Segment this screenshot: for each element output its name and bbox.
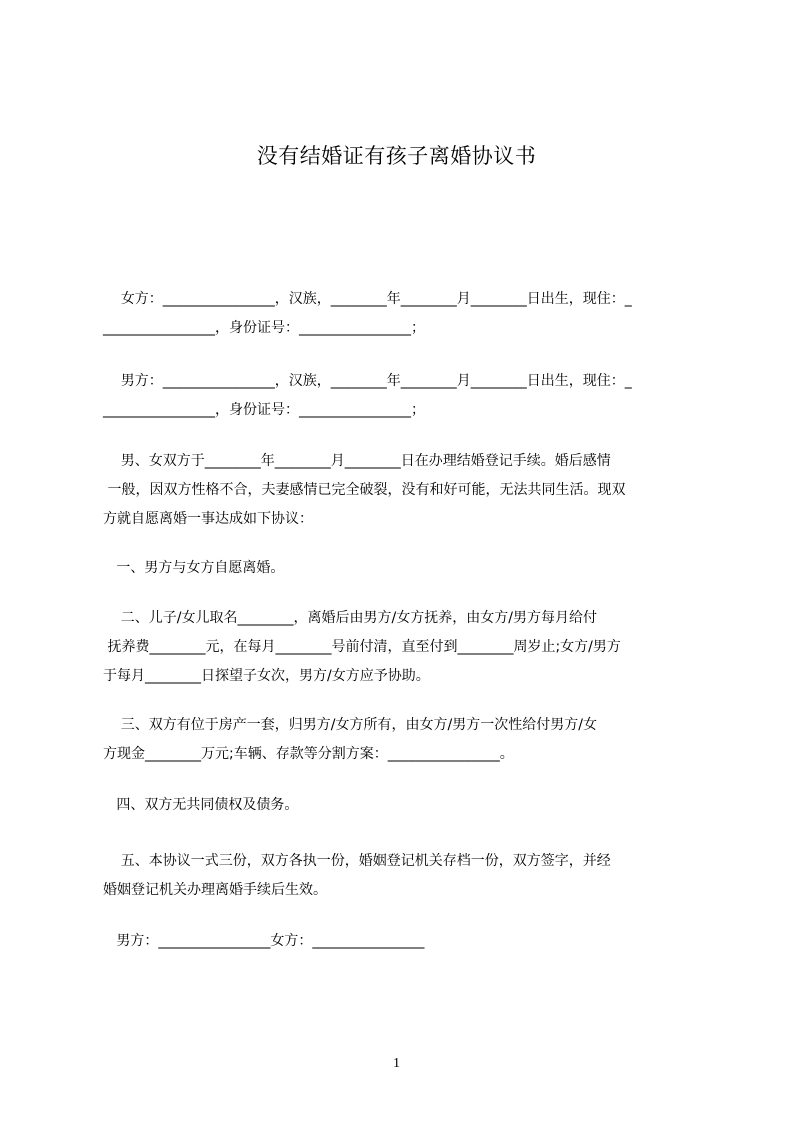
clause-two [103,604,703,691]
text-line: ________________，身份证号：________________； [103,320,425,336]
paragraph-female-party [103,285,703,343]
clause-five [103,847,703,905]
text-line: 男、女双方于________年________月________日在办理结婚登记手续。婚后感情 [103,453,611,469]
text-line: ________________，身份证号：________________； [103,402,425,418]
document-title: 没有结婚证有孩子离婚协议书 [256,144,537,168]
text-line: 三、双方有位于房产一套，归男方/女方所有，由女方/男方一次性给付男方/女 [103,717,597,733]
paragraph-marriage-info [103,447,703,534]
text-line: 一、男方与女方自愿离婚。 [103,560,285,576]
paragraph-male-party [103,367,703,425]
text-line: 女方：________________，汉族，________年________月________日出生，现住：_ [103,291,632,307]
text-line: 于每月________日探望子女次，男方/女方应予协助。 [103,668,430,684]
clause-one [103,554,703,583]
text-line: 婚姻登记机关办理离婚手续后生效。 [103,882,327,898]
signature-line [103,927,703,956]
text-line: 男方：________________女方：________________ [103,933,425,949]
text-line: 男方：________________，汉族，________年________月________日出生，现住：_ [103,373,632,389]
page-number: 1 [393,1056,400,1071]
text-line: 抚养费________元，在每月________号前付清，直至付到________周岁止;女方/男方 [103,639,621,655]
clause-four [103,791,703,820]
text-line: 四、双方无共同债权及债务。 [103,797,299,813]
text-line: 二、儿子/女儿取名________，离婚后由男方/女方抚养，由女方/男方每月给付 [103,610,597,626]
clause-three [103,711,703,769]
text-line: 方现金________万元;车辆、存款等分割方案：________________。 [103,746,514,762]
text-line: 方就自愿离婚一事达成如下协议： [103,511,313,527]
text-line: 五、本协议一式三份，双方各执一份，婚姻登记机关存档一份，双方签字，并经 [103,853,611,869]
text-line: 一般，因双方性格不合，夫妻感情已完全破裂，没有和好可能，无法共同生活。现双 [103,482,626,498]
